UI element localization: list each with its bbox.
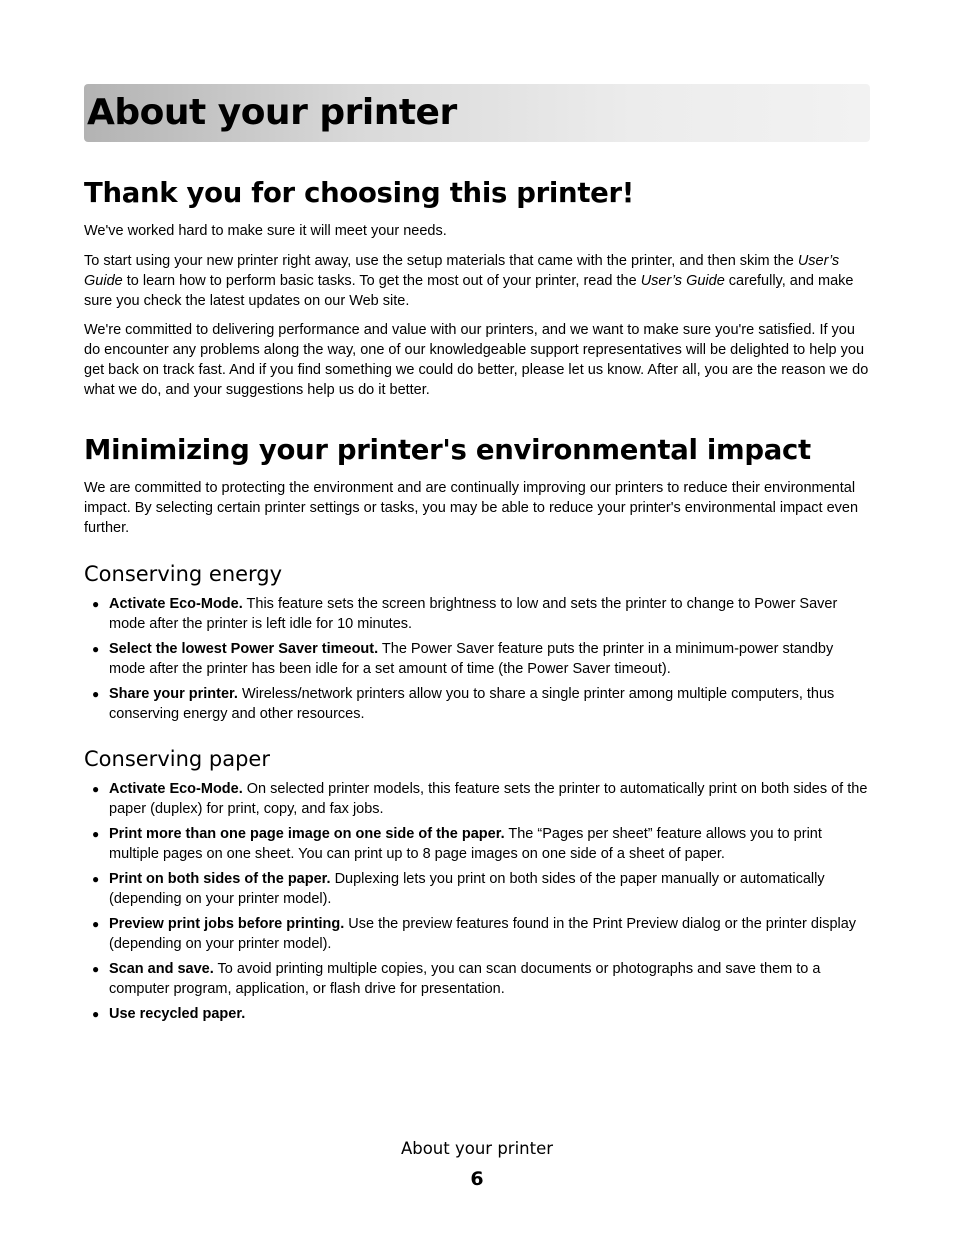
- list-item: ● Print on both sides of the paper. Duplexing lets you print on both sides of the paper manually or automatically (depending on your printer model).: [92, 871, 825, 907]
- list-item: ● Share your printer. Wireless/network printers allow you to share a single printer among multiple computers, thus conserving energy and other resources.: [92, 686, 835, 722]
- bullet-icon: ●: [92, 962, 100, 976]
- paper-list: [84, 779, 870, 1029]
- section-heading-environment: Minimizing your printer's environmental impact: [84, 434, 811, 466]
- list-item: ● Activate Eco-Mode. On selected printer models, this feature sets the printer to automatically print on both sides of the paper (duplex) for print, copy, and fax jobs.: [92, 781, 868, 817]
- bullet-icon: ●: [92, 917, 100, 931]
- thanks-paragraph-2: To start using your new printer right away, use the setup materials that came with the printer, and then skim the User’s Guide to learn how to perform basic tasks. To get the most out of your printer, read the User’s Guide carefully, and make sure you check the latest updates on our Web site.: [84, 253, 854, 309]
- bullet-icon: ●: [92, 642, 100, 656]
- footer-section-title: About your printer: [400, 1139, 554, 1158]
- list-item: ● Use recycled paper.: [92, 1006, 246, 1022]
- subsection-heading-paper: Conserving paper: [84, 747, 270, 771]
- list-item: ● Preview print jobs before printing. Use the preview features found in the Print Preview dialog or the printer display (depending on your printer model).: [92, 916, 857, 952]
- environment-intro: We are committed to protecting the environment and are continually improving our printers to reduce their environmental impact. By selecting certain printer settings or tasks, you may be able to reduce your printer's environmental impact even further.: [84, 480, 859, 536]
- subsection-heading-energy: Conserving energy: [84, 562, 283, 586]
- section-heading-thanks: Thank you for choosing this printer!: [84, 177, 635, 209]
- list-item: ● Activate Eco-Mode. This feature sets the screen brightness to low and sets the printer to change to Power Saver mode after the printer is left idle for 10 minutes.: [92, 596, 838, 632]
- list-item: ● Print more than one page image on one side of the paper. The “Pages per sheet” feature allows you to print multiple pages on one sheet. You can print up to 8 page images on one side of a sheet of paper.: [92, 826, 822, 862]
- thanks-paragraph-3: We're committed to delivering performance and value with our printers, and we want to make sure you're satisfied. If you do encounter any problems along the way, one of our knowledgeable support representatives will be delighted to help you get back on track fast. And if you find something we could do better, please let us know. After all, you are the reason we do what we do, and your suggestions help us do it better.: [84, 322, 869, 398]
- bullet-icon: ●: [92, 827, 100, 841]
- bullet-icon: ●: [92, 782, 100, 796]
- chapter-title: About your printer: [87, 92, 457, 133]
- list-item: ● Select the lowest Power Saver timeout. The Power Saver feature puts the printer in a minimum-power standby mode after the printer has been idle for a set amount of time (the Power Saver timeout).: [92, 641, 834, 677]
- bullet-icon: ●: [92, 872, 100, 886]
- bullet-icon: ●: [92, 1007, 100, 1021]
- bullet-icon: ●: [92, 597, 100, 611]
- list-item: ● Scan and save. To avoid printing multiple copies, you can scan documents or photographs and save them to a computer program, application, or flash drive for presentation.: [92, 961, 821, 997]
- thanks-paragraph-1: We've worked hard to make sure it will meet your needs.: [84, 223, 447, 239]
- page-number: 6: [470, 1168, 484, 1190]
- energy-list: [84, 594, 870, 729]
- bullet-icon: ●: [92, 687, 100, 701]
